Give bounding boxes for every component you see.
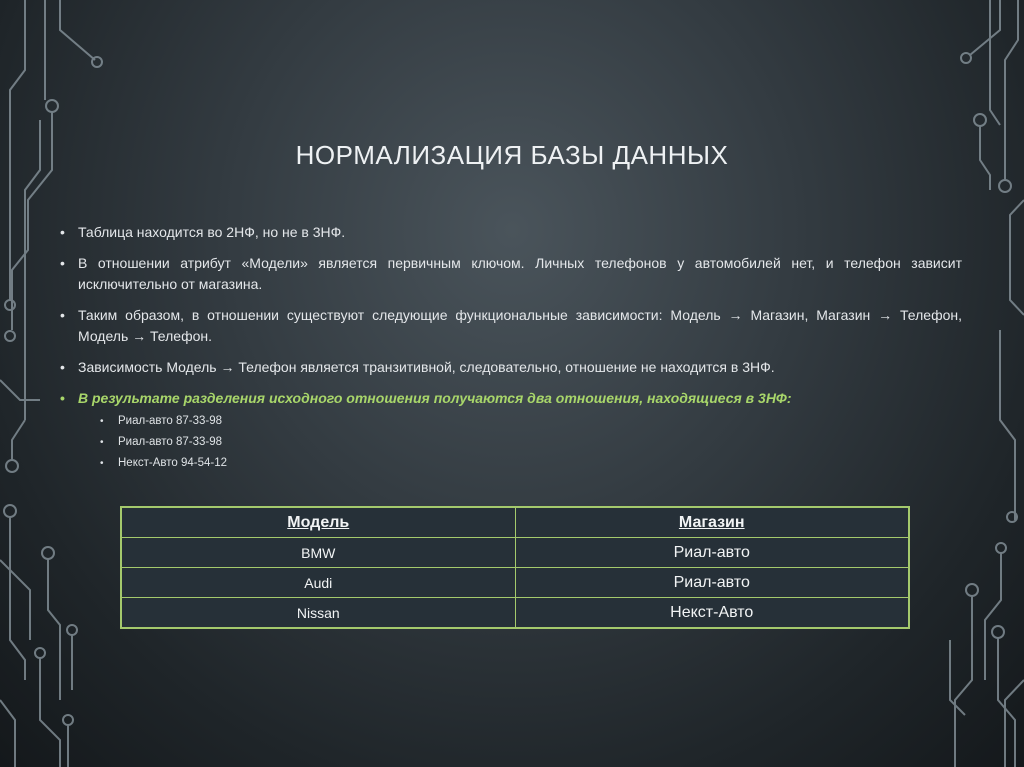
- bullet-item-highlight: • В результате разделения исходного отношения получаются два отношения, находящиеся в 3НФ:: [60, 388, 962, 409]
- sub-bullet-item: • Некст-Авто 94-54-12: [60, 453, 962, 474]
- slide-title: НОРМАЛИЗАЦИЯ БАЗЫ ДАННЫХ: [295, 140, 729, 170]
- bullet-item: • Таким образом, в отношении существуют следующие функциональные зависимости: Модель → Магазин, Магазин → Телефон, Модель → Телефон.: [60, 305, 962, 347]
- model-store-table: [120, 506, 910, 629]
- table-header-row: [121, 507, 909, 538]
- table-row: [121, 568, 909, 598]
- cell-model: Nissan: [121, 598, 515, 629]
- cell-model: BMW: [121, 538, 515, 568]
- cell-store: Риал-авто: [515, 568, 909, 598]
- cell-store: Некст-Авто: [515, 598, 909, 629]
- sub-bullet-item: • Риал-авто 87-33-98: [60, 411, 962, 432]
- cell-model: Audi: [121, 568, 515, 598]
- column-header-model: Модель: [121, 507, 515, 538]
- column-header-store: Магазин: [515, 507, 909, 538]
- table-row: [121, 538, 909, 568]
- table-row: [121, 598, 909, 629]
- bullet-item: • Зависимость Модель → Телефон является транзитивной, следовательно, отношение не находится в 3НФ.: [60, 357, 962, 378]
- bullet-item: • Таблица находится во 2НФ, но не в 3НФ.: [60, 222, 962, 243]
- bullet-item: • В отношении атрибут «Модели» является первичным ключом. Личных телефонов у автомобилей нет, и телефон зависит исключительно от магазина.: [60, 253, 962, 295]
- cell-store: Риал-авто: [515, 538, 909, 568]
- slide-content: [60, 222, 962, 474]
- sub-bullet-item: • Риал-авто 87-33-98: [60, 432, 962, 453]
